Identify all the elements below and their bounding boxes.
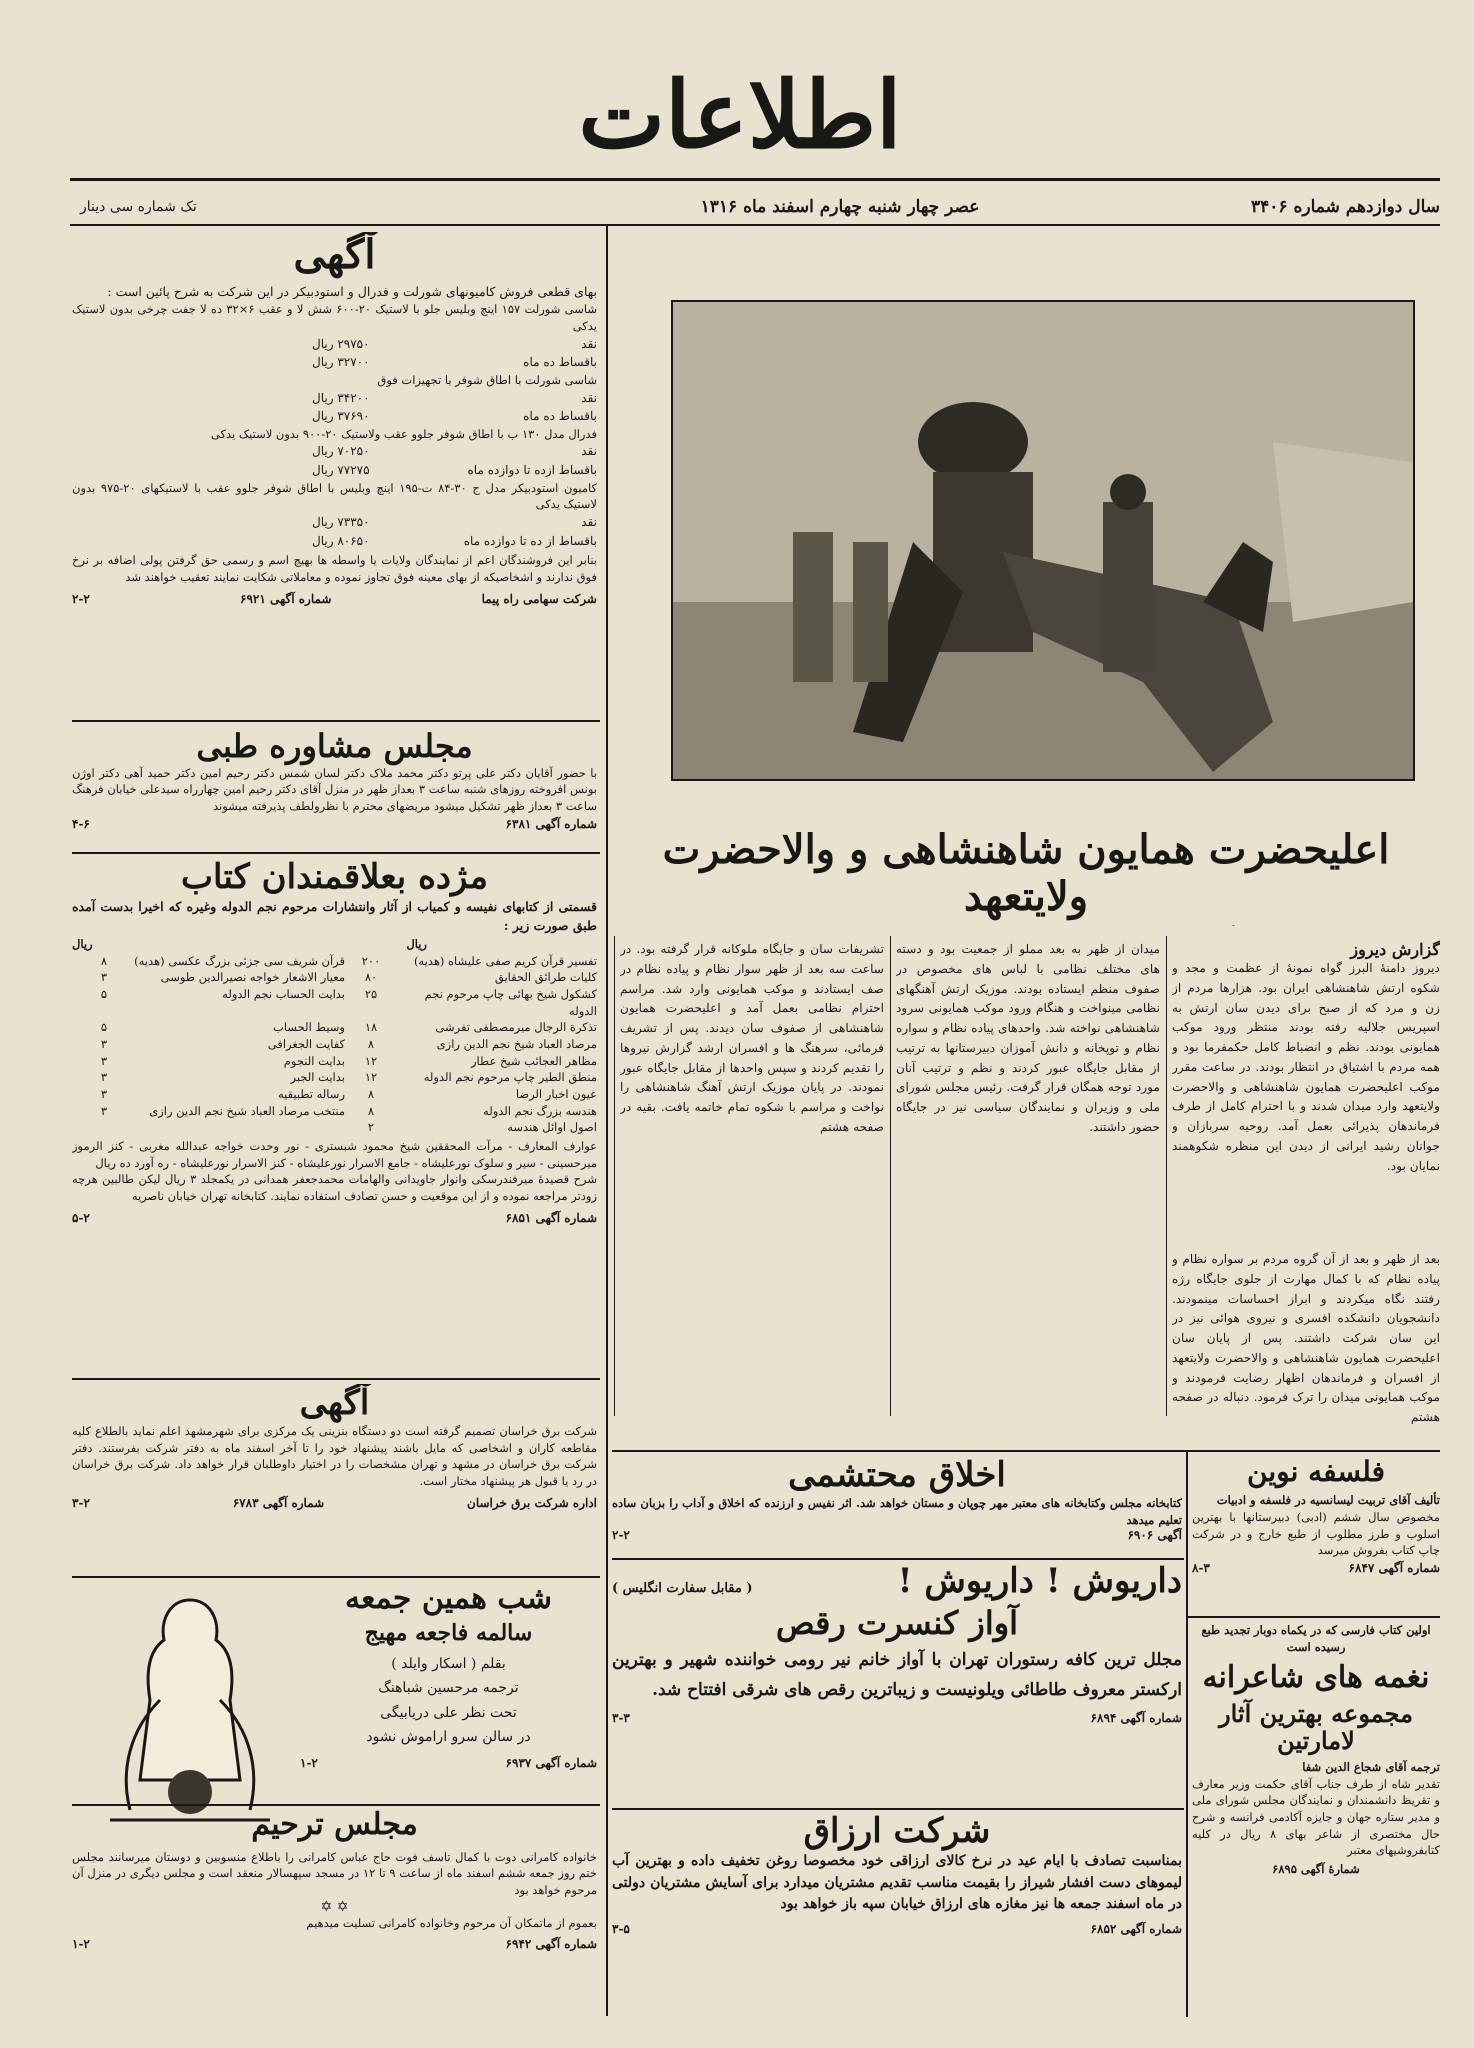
price-line [72,353,597,372]
book-title [125,1119,345,1136]
ad-cars-intro: بهای قطعی فروش کامیونهای شورلت و فدرال و استودبیکر در این شرکت به شرح پائین است : [107,284,597,299]
book-price: ۲۵ [364,986,378,1001]
book-price: ۵ [100,986,108,1001]
ad-books-footer [72,1211,597,1225]
ad-ethics-text: کتابخانه مجلس وکتابخانه های معتبر مهر چوپان و مستان خواهد شد. اثر نفیس و ارزنده که اخلاق و آداب را بزبان ساده تعلیم میدهد [612,1496,1182,1527]
book-price: ۱۸ [364,1020,378,1035]
ad-cars-ref: ۲-۲ [72,591,90,606]
masthead-rule-top [70,178,1440,181]
book-title: تفسیر قرآن کریم صفی علیشاه (هدیه) [413,953,597,968]
story-col-rule-1 [1166,936,1167,1416]
ad-memorial-footer [72,1937,597,1951]
price-line-desc: باقساط ازده تا دوازده ماه [467,463,597,478]
divider-philosophy [1188,1616,1440,1618]
ad-books-more: عوارف المعارف - مرآت المحققین شیخ محمود شبستری - نور وحدت خواجه عبدالله مغربی - کنز الرموز میرحسینی - سیر و سلوک نورعلیشاه - جامع الاسرار نورعلیشاه - کنز الاسرار نورعلیشاه - ره آورد ده ریال [72,1138,597,1170]
ad-power-ref: ۳-۲ [72,1495,90,1510]
price-line-value: ۳۲۷۰۰ ریال [312,355,370,370]
book-row [72,1053,597,1070]
divider-theatre [72,1804,600,1806]
star-ornament-icon: ✡ ✡ [320,1898,349,1915]
ad-ethics-ref: ۲-۲ [612,1528,630,1543]
book-title: وسیط الحساب [273,1020,345,1035]
ad-memorial-ad-no: شماره آگهی ۶۹۴۲ [505,1937,597,1952]
book-row [72,1036,597,1053]
ad-concert-ref: ۳-۳ [612,1711,630,1726]
ad-power-text: شرکت برق خراسان تصمیم گرفته است دو دستگاه بنزینی یک مرکزی برای شهرمشهد اعلم نماید بالطلاع کلیه مقاطعه کاران و اشخاصی که مایل باشند پیشنهاد خود را تا آخر اسفند ماه به دفتر شرکت بفرستند. دفتر شرکت برق خراسان در مشهد و تهران مشخصات را در اختیار داوطلبان قرار خواهد داد. شرکت برق خراسان در رد یا قبول هر پیشنهاد مختار است. [72,1424,597,1489]
price-line [72,480,597,513]
ad-books-header-left: ریال [72,936,93,951]
ad-books-list [72,953,597,1136]
ad-cars-ad-no: شماره آگهی ۶۹۲۱ [240,591,332,606]
ad-memorial-text: خانواده کامرانی دوت با کمال تاسف فوت حاج عباس کامرانی را باطلاع منسوبین و دوستان میرسانند مجلس ختم روز جمعه ششم اسفند ماه از ساعت ۹ تا ۱۲ در مسجد سپهسالار منعقد است و مجلس دیگری در منزل آن مرحوم خواهد بود [72,1849,597,1897]
book-title: بدایت الجبر [290,1070,345,1085]
main-headline: اعلیحضرت همایون شاهنشاهی و والاحضرت ولایتعهد [662,826,1390,920]
book-title: تذکرة الرجال میرمصطفی تفرشی [435,1020,597,1035]
book-price: ۳ [100,970,108,985]
ad-ethics-title: اخلاق محتشمی [788,1456,1006,1495]
ad-razzaq-ref: ۳-۵ [612,1922,630,1937]
price-line [72,461,597,480]
book-title: منطق الطیر چاپ مرحوم نجم الدوله [423,1070,597,1085]
price-line-desc: شاسی شورلت با اطاق شوفر با تجهیزات فوق [377,372,597,387]
book-price: ۳ [100,1070,108,1085]
ad-philosophy-footer [1192,1561,1440,1575]
price-line-desc: باقساط ده ماه [523,409,597,424]
story-sidebar-title: گزارش دیروز [1350,940,1440,959]
ad-cars-outro: بنابر این فروشندگان اعم از نمایندگان ولایات یا واسطه ها بهیچ اسم و رسمی حق گرفتن پولی اضافه بر نرخ فوق ندارند و اشخاصیکه از بهای معینه فوق تجاوز نموده و معاملاتی شکایت نمایند تعقیب خواهند شد [72,553,597,584]
book-row [72,969,597,986]
ad-poems-translator: ترجمه آقای شجاع الدین شفا [1302,1760,1440,1775]
price-line-desc: نقد [581,390,597,405]
ad-poems-ad-no: شمارهٔ آگهی ۶۸۹۵ [1272,1862,1360,1877]
divider-medical [72,852,600,854]
price-line-value: ۳۴۲۰۰ ریال [312,390,370,405]
theatre-credit-line: تحت نظر علی دریابیگی [380,1704,517,1721]
price-line-desc: باقساط ده ماه [523,355,597,370]
price-line-desc: کامیون استودبیکر مدل ج ۳۰-۸۴ ت-۱۹۵ اینچ وبلیس با اطاق شوفر جلوو عقب با لاستیکهای ۲۰-۹۷۵ بدون لاستیک یدکی [72,480,597,512]
ad-razzaq-footer [612,1922,1182,1936]
ad-books-outro: شرح قصیدهٔ میرفندرسکی وانوار جاویدانی والهامات محمدجعفر همدانی در یکمجلد ۳ ریال لیکن طالبین هرچه زودتر مراجعه نموده و از این موقعیت و حسن تصادف استفاده نمایند. کتابخانه تهران خیابان ناصریه [72,1172,597,1203]
book-title: معیار الاشعار خواجه نصیرالدین طوسی [160,970,345,985]
book-title: مرصاد العباد شیخ نجم الدین رازی [436,1036,597,1051]
book-price: ۸ [367,1086,375,1101]
divider-cars [72,720,600,722]
price-line-value: ۷۳۳۵۰ ریال [312,514,370,529]
column-divider-right [1186,1452,1188,2017]
ad-concert-header [612,1562,1182,1601]
ad-memorial-title: مجلس ترحیم [251,1808,418,1842]
masthead-rule-bottom [70,224,1440,226]
book-price: ۸۰ [364,970,378,985]
ad-razzaq [612,1812,1182,2017]
divider-books [72,1378,600,1380]
book-title: قرآن شریف سی جزئی بزرگ عکسی (هدیه) [134,953,345,968]
price-line-value: ۳۷۶۹۰ ریال [312,409,370,424]
book-price: ۲۰۰ [361,953,381,968]
ad-cars-title: آگهی [293,232,376,278]
ad-philosophy-title: فلسفه نوین [1247,1456,1385,1488]
ad-poems-title: نغمه های شاعرانه [1202,1660,1430,1696]
book-title: کشکول شیخ بهائی چاپ مرحوم نجم الدوله [424,986,597,1018]
book-price: ۸ [367,1036,375,1051]
ad-power-ad-no: شماره آگهی ۶۷۸۳ [232,1495,325,1510]
dateline-center: عصر چهار شنبه چهارم اسفند ماه ۱۳۱۶ [700,197,980,217]
book-title: مظاهر العجائب شیخ عطار [470,1053,597,1068]
ad-concert-subtitle: آواز کنسرت رقص [775,1604,1019,1643]
ad-books [72,858,597,1373]
price-line-desc: نقد [581,336,597,351]
story-column-4-text: بعد از ظهر و بعد از آن گروه مردم بر سواره نظام و پیاده نظام که با کمال مهارت از جلوی جایگاه رژه رفتند نگاه میکردند و ابراز احساسات مینمودند. دانشجویان دانشکده افسری و نیروی هوائی نیز در این سان شرکت داشتند. پس از پایان سان اعلیحضرت همایون شاهنشاهی و والاحضرت ولایتعهد از افسران و فرماندهان اظهار رضایت فرمودند و موکب همایونی میدان را ترک فرمود. دنباله در صفحه هشتم [1172,1252,1440,1425]
ad-poems-top: اولین کتاب فارسی که در یکماه دوبار تجدید طبع رسیده است [1201,1623,1431,1654]
divider-power [72,1576,600,1578]
ad-power-title: آگهی [299,1384,370,1423]
ad-medical-ref: ۴-۶ [72,816,90,831]
price-line [72,532,597,551]
ad-razzaq-ad-no: شماره آگهی ۶۸۵۲ [1090,1922,1182,1937]
ad-medical-text: با حضور آقایان دکتر علی پرتو دکتر محمد ملاک دکتر لسان شمس دکتر رحیم امین دکتر حمید آهی دکتر اوژن بونس افروخته روزهای شنبه ساعت ۳ بعداز ظهر در منزل آقای دکتر رحیم امین چهارراه سیدعلی خیابان فرهنگ ساعت ۳ بعداز ظهر تشکیل میشود مریضهای محترم با نظرولطف پذیرفته میشوند [72,765,597,814]
ad-books-ref: ۵-۲ [72,1210,90,1225]
theatre-credit-line: بقلم ( اسکار وایلد ) [391,1655,506,1672]
book-title: عیون اخبار الرضا [515,1086,597,1101]
book-title: هندسه بزرگ نجم الدوله [483,1103,597,1118]
ad-concert-footer [612,1711,1182,1725]
book-title: رساله تطبیقیه [277,1086,345,1101]
divider-story [612,1450,1440,1452]
book-row [72,1069,597,1086]
price-line [72,389,597,408]
ad-theatre-ref: ۱-۲ [300,1755,318,1770]
price-line [72,372,597,389]
masthead: اطلاعات [578,61,902,169]
price-line-desc: باقساط از ده تا دوازده ماه [463,533,597,548]
ad-razzaq-text: بمناسبت تصادف با ایام عید در نرخ کالای ارزاقی خود مخصوصا روغن تخفیف داده و بهترین آب لیموهای دست افشار شیراز را بقیمت مناسب تقدیم مشتریان میدارد برای آسایش مشتریان دولتی در ماه اسفند جمعه ها نیز مغازه های ارزاق خیابان سپه باز خواهد بود [612,1853,1182,1913]
book-row [72,953,597,970]
book-row [72,1086,597,1103]
ad-memorial-note: بعموم از ماتمکان آن مرحوم وخانواده کامرانی تسلیت میدهیم [306,1915,597,1930]
ad-ethics-ad-no: آگهی ۶۹۰۶ [1127,1528,1182,1543]
ad-cars-price-list [72,301,597,550]
ad-concert [612,1562,1182,1802]
theatre-illustration [90,1580,290,1830]
price-line-value: ۷۷۲۷۵ ریال [312,463,370,478]
ad-medical [72,728,597,848]
ad-theatre-credits [300,1652,597,1750]
story-column-2 [896,940,1160,1420]
ad-theatre-ad-no: شماره آگهی ۶۹۳۷ [505,1755,597,1770]
ad-books-title: مژده بعلاقمندان کتاب [181,858,488,897]
book-title: کلیات طرائق الحقایق [494,970,597,985]
ad-theatre [300,1582,597,1802]
ad-philosophy-ref: ۸-۳ [1192,1560,1210,1575]
ad-philosophy-text: مخصوص سال ششم (ادبی) دبیرستانها با بهترین اسلوب و طرز مطلوب از طبع خارج و در شرکت چاپ کتاب بفروش میرسد [1192,1509,1440,1558]
price-line [72,407,597,426]
ad-concert-text: مجلل ترین کافه رستوران تهران با آواز خانم نیر رومی خواننده شهیر و بهترین ارکستر معروف طاطائی ویلونیست و زیباترین رقص های شرقی افتتاح شد. [612,1649,1182,1700]
main-headline-box [612,826,1440,926]
story-col-rule-3 [614,936,615,1416]
column-divider-main [606,226,608,2016]
ad-memorial-ref: ۱-۲ [72,1937,90,1952]
ad-power [72,1384,597,1574]
book-price: ۲ [367,1120,375,1135]
price-line-value: ۲۹۷۵۰ ریال [312,336,370,351]
ad-cars [72,232,597,712]
story-column-3 [620,940,884,1420]
ad-poems-sub2: لامارتین [1277,1726,1355,1756]
book-row [72,1119,597,1136]
price-line-value: ۸۰۶۵۰ ریال [312,533,370,548]
ad-books-header-right: ریال [406,936,427,951]
ad-books-ad-no: شماره آگهی ۶۸۵۱ [505,1210,597,1225]
divider-concert [612,1808,1184,1810]
book-price: ۳ [100,1103,108,1118]
ad-theatre-subtitle: سالمه فاجعه مهیج [364,1619,533,1646]
ad-cars-footer [72,592,597,606]
dateline-left: تک شماره سی دینار [80,199,197,215]
ad-concert-ad-no: شماره آگهی ۶۸۹۴ [1090,1711,1182,1726]
book-price: ۸ [100,953,108,968]
book-row [72,986,597,1019]
story-column-4 [1172,1250,1440,1440]
price-line [72,442,597,461]
book-price: ۳ [100,1036,108,1051]
ad-philosophy-ad-no: شماره آگهی ۶۸۴۷ [1348,1560,1440,1575]
story-column-1-text: دیروز دامنهٔ البرز گواه نمونهٔ از عظمت و مجد و شکوه ارتش شاهنشاهی ایران بود. هزارها مردم از زن و مرد که از صبح برای دیدن سان ارتش به اسپریس جلالیه رفته بودند منتظر ورود موکب همایونی بودند. نظم و انضباط کامل حکمفرما بود و همه مردم با اشتیاق در انتظار بودند. در ساعت مقرر موکب اعلیحضرت همایون شاهنشاهی و والاحضرت ولایتعهد وارد میدان شدند و با احترام کامل از طرف فرماندهان پذیرائی بعمل آمد. روحیه سربازان و جوانان رشید ایرانی از دیدن این منظره شکوهمند نمایان بود. [1172,961,1440,1173]
price-line [72,426,597,443]
story-column-2-text: میدان از ظهر به بعد مملو از جمعیت بود و دسته های مختلف نظامی با لباس های مخصوص در صفوف منظم ایستاده بودند. موزیک ارتش آهنگهای نظامی مینواخت و هنگام ورود موکب همایونی سرود شاهنشاهی نواخته شد. واحدهای پیاده نظام و سواره نظام و توپخانه و دانش آموزان دبیرستانها به ترتیب از مقابل جایگاه عبور کردند و نظم و ترتیب آنان مورد توجه همگان قرار گرفت. رئیس مجلس شورای ملی و وزیران و نمایندگان سیاسی نیز در جایگاه حضور داشتند. [896,942,1160,1134]
ad-power-footer [72,1496,597,1510]
ad-books-intro: قسمتی از کتابهای نفیسه و کمیاب از آثار وانتشارات مرحوم نجم الدوله وغیره که اخیرا بدست آمده طبق صورت زیر : [72,899,597,934]
story-col-rule-2 [890,936,891,1416]
ad-poems-text: تقدیر شاه از طرف جناب آقای حکمت وزیر معارف و تقریظ دانشمندان و نمایندگان مجلس شورای ملی و مدیر ستاره جهان و جایزه آکادمی فرانسه و شرح حال مختصری از شاعر بهای ۸ ریال در کلیه کتابفروشیهای معتبر [1192,1776,1440,1858]
price-line [72,513,597,532]
ad-books-header [72,936,597,953]
book-title: بدایت الحساب نجم الدوله [222,986,345,1001]
book-price: ۱۲ [364,1053,378,1068]
book-price: ۳ [100,1086,108,1101]
story-column-3-text: تشریفات سان و جایگاه ملوکانه قرار گرفته بود. در ساعت سه بعد از ظهر سوار نظام و پیاده نظام در صف ایستادند و موکب همایونی وارد شد. مراسم احترام نظامی بعمل آمد و اعلیحضرت همایون شاهنشاهی از صفوف سان دیدند. پس از تشریف فرمائی، سرهنگ ها و افسران ارشد گزارش نیروها را تقدیم کردند و سپس واحدها از مقابل جایگاه عبور نمودند. در پایان موزیک ارتش آهنگ شاهنشاهی را نواخت و مراسم با شکوه تمام خاتمه یافت. بقیه در صفحه هشتم [620,942,884,1134]
price-line [72,301,597,334]
ad-philosophy-author: تألیف آقای تربیت لیسانسیه در فلسفه و ادبیات [1216,1493,1440,1508]
ad-cars-company: شرکت سهامی راه پیما [481,591,597,606]
book-row [72,1103,597,1120]
price-line-value: ۷۰۲۵۰ ریال [312,444,370,459]
ad-razzaq-title: شرکت ارزاق [803,1812,991,1851]
book-price [89,1119,119,1136]
price-line-desc: نقد [581,514,597,529]
ad-concert-note: ( مقابل سفارت انگلیس ) [612,1581,753,1596]
photo-shah-review [671,300,1415,781]
ad-medical-ad-no: شماره آگهی ۶۳۸۱ [505,816,597,831]
price-line [72,335,597,354]
ad-theatre-footer [300,1756,597,1770]
ad-memorial [72,1808,597,2018]
photo-image [673,302,1415,781]
ad-power-company: اداره شرکت برق خراسان [467,1495,597,1510]
ad-theatre-title: شب همین جمعه [345,1582,552,1616]
book-row [72,1019,597,1036]
book-price: ۸ [367,1103,375,1118]
price-line-desc: فدرال مدل ۱۳۰ ب با اطاق شوفر جلوو عقب ولاستیک ۲۰-۹۰۰ بدون لاستیک یدکی [210,426,597,441]
price-line-desc: شاسی شورلت ۱۵۷ اینچ وبلیس جلو با لاستیک ۲۰-۶۰۰ شش لا و عقب ۶×۳۲ ده لا جفت چرخی بدون لاستیک یدکی [72,302,597,334]
book-title: بدایت النجوم [283,1053,345,1068]
dateline-right: سال دوازدهم شماره ۳۴۰۶ [1251,197,1440,217]
ad-medical-title: مجلس مشاوره طبی [196,728,473,765]
book-price: ۱۲ [364,1070,378,1085]
theatre-credit-line: ترجمه مرحسین شباهنگ [378,1680,519,1697]
book-title: کفایت الجغرافی [267,1036,345,1051]
ad-poems-sub1: مجموعه بهترین آثار [1219,1698,1413,1728]
price-line-desc: نقد [581,444,597,459]
ad-ethics [612,1456,1182,1556]
theatre-credit-line: در سالن سرو اراموش نشود [366,1729,531,1746]
divider-ethics [612,1558,1184,1560]
book-title: اصول اوائل هندسه [507,1120,597,1135]
book-price: ۵ [100,1020,108,1035]
book-price: ۳ [100,1053,108,1068]
ad-poems [1192,1622,1440,2017]
ad-concert-title: داریوش ! داریوش ! [897,1562,1182,1601]
ad-philosophy [1192,1456,1440,1616]
book-title: منتخب مرصاد العباد شیخ نجم الدین رازی [149,1103,345,1118]
ad-medical-footer [72,817,597,831]
ad-ethics-footer [612,1528,1182,1542]
